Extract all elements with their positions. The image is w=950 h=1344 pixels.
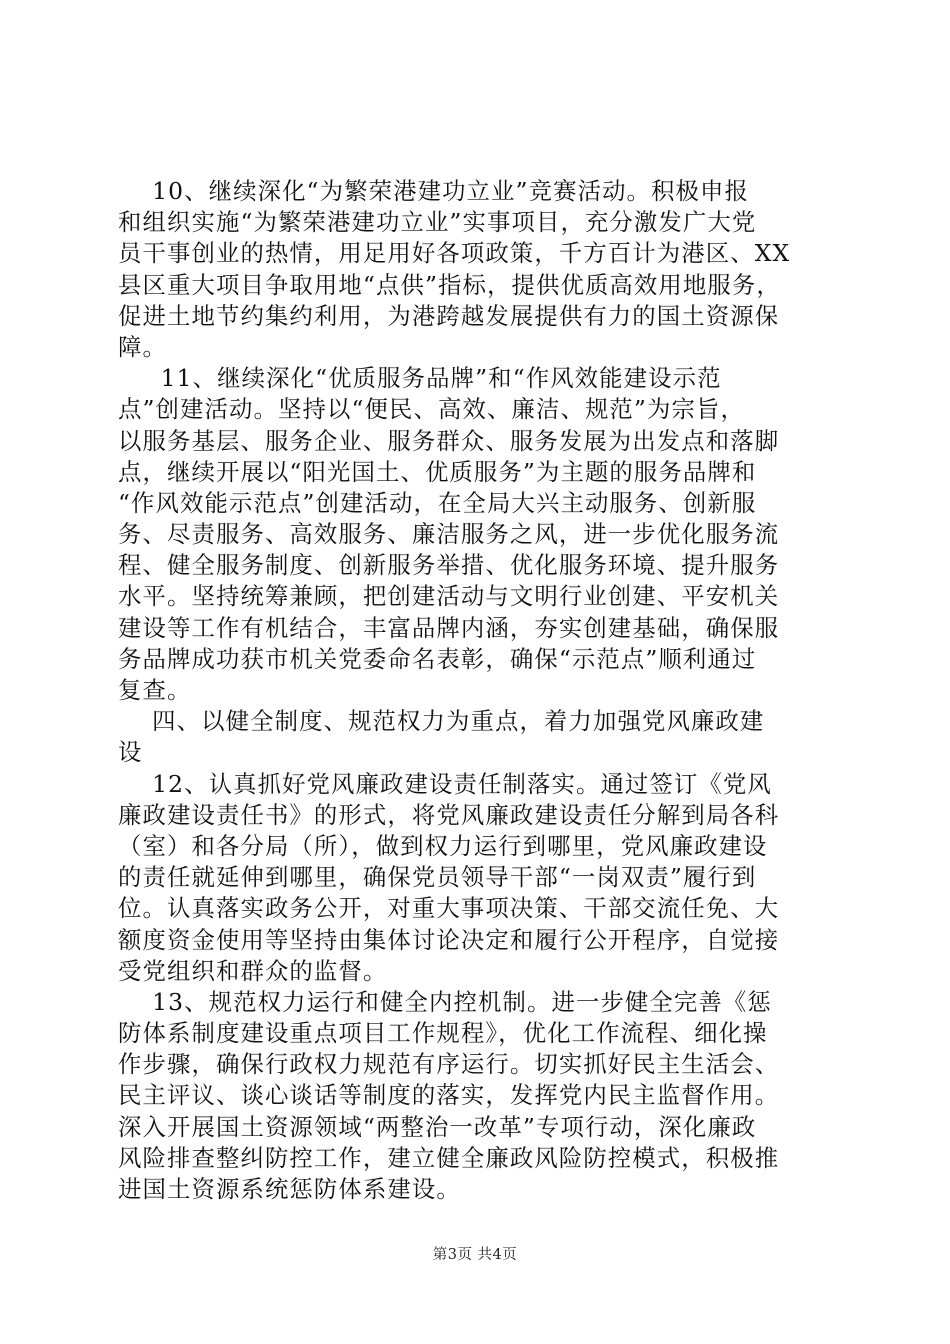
text-line: 点”创建活动。坚持以“便民、高效、廉洁、规范”为宗旨， (118, 395, 745, 424)
text-line: 促进土地节约集约利用，为港跨越发展提供有力的国土资源保 (118, 301, 780, 330)
text-line: 额度资金使用等坚持由集体讨论决定和履行公开程序，自觉接 (118, 925, 780, 954)
text-line: 13、规范权力运行和健全内控机制。进一步健全完善《惩 (118, 987, 772, 1016)
text-line: 12、认真抓好党风廉政建设责任制落实。通过签订《党风 (118, 769, 772, 798)
text-line: 民主评议、谈心谈话等制度的落实，发挥党内民主监督作用。 (118, 1081, 780, 1110)
text-line: 防体系制度建设重点项目工作规程》，优化工作流程、细化操 (118, 1019, 768, 1048)
text-line: 11、继续深化“优质服务品牌”和“作风效能建设示范 (118, 364, 722, 393)
text-line: 以服务基层、服务企业、服务群众、服务发展为出发点和落脚 (118, 426, 780, 455)
page-footer: 第3页 共4页 (432, 1247, 518, 1263)
text-line: 和组织实施“为繁荣港建功立业”实事项目，充分激发广大党 (118, 208, 757, 237)
text-line: 点，继续开展以“阳光国土、优质服务”为主题的服务品牌和 (118, 457, 757, 486)
text-line: “作风效能示范点”创建活动，在全局大兴主动服务、创新服 (118, 488, 757, 517)
document-body (118, 176, 836, 1205)
text-line: 位。认真落实政务公开，对重大事项决策、干部交流任免、大 (118, 894, 780, 923)
text-line: 作步骤，确保行政权力规范有序运行。切实抓好民主生活会、 (118, 1050, 780, 1079)
text-line: 设 (118, 738, 143, 767)
text-line: 风险排查整纠防控工作，建立健全廉政风险防控模式，积极推 (118, 1143, 780, 1172)
text-line: （室）和各分局（所），做到权力运行到哪里，党风廉政建设 (118, 831, 768, 860)
text-line: 受党组织和群众的监督。 (118, 956, 388, 985)
text-line: 四、以健全制度、规范权力为重点，着力加强党风廉政建 (118, 707, 765, 736)
text-line: 员干事创业的热情，用足用好各项政策，千方百计为港区、XX (118, 239, 791, 268)
text-line: 务品牌成功获市机关党委命名表彰，确保“示范点”顺利通过 (118, 644, 757, 673)
text-line: 县区重大项目争取用地“点供”指标，提供优质高效用地服务， (118, 270, 781, 299)
text-line: 务、尽责服务、高效服务、廉洁服务之风，进一步优化服务流 (118, 520, 780, 549)
text-line: 障。 (118, 332, 167, 361)
text-line: 廉政建设责任书》的形式，将党风廉政建设责任分解到局各科 (118, 800, 780, 829)
text-line: 深入开展国土资源领域“两整治一改革”专项行动，深化廉政 (118, 1112, 757, 1141)
text-line: 复查。 (118, 676, 192, 704)
text-line: 的责任就延伸到哪里，确保党员领导干部“一岗双责”履行到 (118, 863, 757, 892)
text-line: 进国土资源系统惩防体系建设。 (118, 1175, 461, 1203)
text-line: 10、继续深化“为繁荣港建功立业”竞赛活动。积极申报 (118, 177, 750, 205)
text-line: 水平。坚持统筹兼顾，把创建活动与文明行业创建、平安机关 (118, 582, 780, 611)
text-line: 建设等工作有机结合，丰富品牌内涵，夯实创建基础，确保服 (118, 613, 780, 642)
text-line: 程、健全服务制度、创新服务举措、优化服务环境、提升服务 (118, 551, 780, 580)
